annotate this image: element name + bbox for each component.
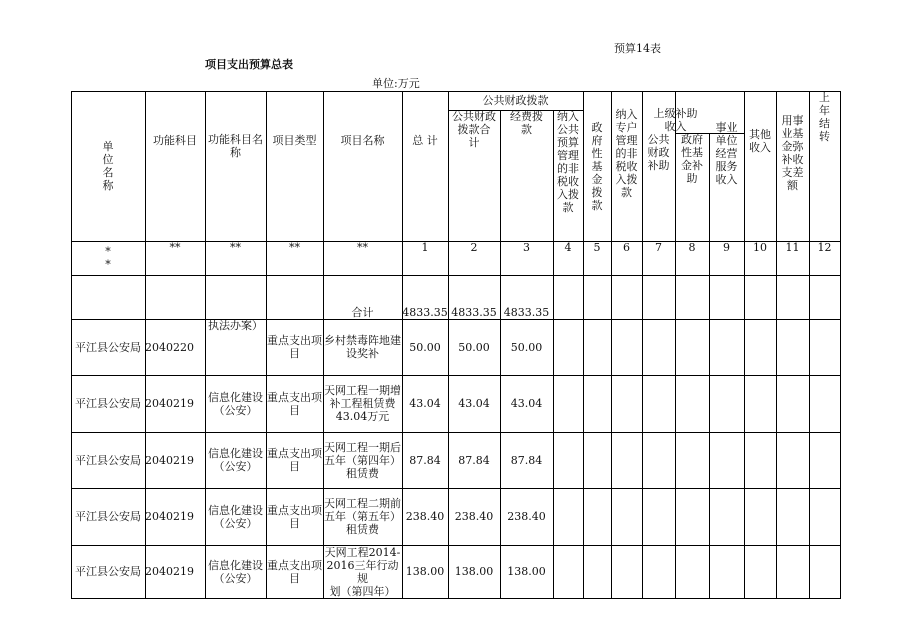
row-public-total: 87.84 (458, 453, 490, 467)
index-cell: 4 (564, 241, 572, 254)
header-public-finance-group: 公共财政拨款 (482, 94, 549, 107)
row-unit: 平江县公安局 (75, 397, 141, 410)
total-public-value: 4833.35 (451, 306, 497, 319)
header-previous-carryover: 上 年 结 转 (819, 91, 830, 143)
header-public-finance-total: 公共财政 拨款合 计 (452, 110, 496, 149)
row-unit: 平江县公安局 (75, 453, 141, 467)
row-function-name: 信息化建设 （公安） (208, 447, 263, 473)
row-project-name: 天网工程一期增 补工程租赁费 43.04万元 (324, 384, 401, 423)
row-funding: 50.00 (510, 340, 543, 354)
row-public-total: 138.00 (454, 565, 494, 578)
row-funding: 43.04 (510, 397, 543, 410)
row-project-name: 乡村禁毒阵地建 设奖补 (324, 334, 401, 360)
header-funding: 经费拨 款 (510, 110, 543, 136)
total-funding-value: 4833.35 (503, 306, 550, 319)
grid-vline (840, 91, 841, 599)
row-function-code: 2040219 (145, 453, 194, 467)
row-project-name: 天网工程2014- 2016三年行动规 划（第四年） (324, 545, 401, 598)
header-other-income: 其他 收入 (749, 127, 771, 154)
unit-label: 单位:万元 (372, 77, 420, 90)
header-special-nontax: 纳入 专户 管理 的非 税收 入拨 款 (615, 107, 638, 199)
row-function-name: 信息化建设 （公安） (208, 503, 263, 530)
index-cell: ** (230, 241, 241, 254)
row-total: 238.40 (405, 510, 445, 523)
index-cell: ** (289, 241, 300, 254)
sheet-number: 预算14表 (614, 42, 661, 55)
row-unit: 平江县公安局 (75, 340, 141, 354)
row-unit: 平江县公安局 (75, 510, 141, 523)
row-project-type: 重点支出项 目 (267, 390, 322, 417)
header-business-fund-fill: 用事 业基 金弥 补收 支差 额 (781, 114, 804, 192)
index-cell: ** (357, 241, 368, 254)
header-project-type: 项目类型 (272, 134, 317, 147)
row-total: 43.04 (409, 397, 441, 410)
header-nontax-budget: 纳入 公共 预算 管理 的非 税收 入拨 款 (557, 110, 579, 214)
row-public-total: 50.00 (458, 340, 490, 354)
index-cell: 10 (753, 241, 767, 254)
row-function-code: 2040219 (145, 397, 194, 410)
index-cell: * * (105, 245, 111, 271)
row-function-name: 信息化建设 （公安） (208, 390, 263, 417)
index-cell: 9 (723, 241, 730, 254)
row-total: 87.84 (409, 453, 441, 467)
row-function-code: 2040219 (145, 565, 194, 578)
index-cell: 1 (421, 241, 429, 254)
index-cell: 8 (688, 241, 696, 254)
row-function-code: 2040219 (145, 510, 194, 523)
index-cell: 12 (817, 241, 832, 254)
total-label: 合计 (351, 306, 374, 319)
row-project-name: 天网工程一期后 五年（第四年） 租赁费 (324, 440, 401, 480)
row-public-total: 43.04 (458, 397, 490, 410)
index-cell: ** (169, 241, 181, 254)
index-cell: 2 (470, 241, 478, 254)
row-function-code: 2040220 (145, 340, 194, 354)
row-project-type: 重点支出项 目 (267, 503, 322, 530)
header-total: 总 计 (412, 134, 438, 147)
table-title: 项目支出预算总表 (205, 58, 293, 71)
row-public-total: 238.40 (454, 510, 494, 523)
header-upper-gov-fund: 政府 性基 金补 助 (681, 133, 703, 185)
row-project-name: 天网工程二期前 五年（第五年） 租赁费 (324, 497, 401, 536)
row-project-type: 重点支出项 目 (267, 558, 322, 585)
row-unit: 平江县公安局 (75, 565, 141, 578)
header-unit-name: 单 位 名 称 (102, 140, 114, 192)
index-cell: 6 (623, 241, 630, 254)
index-cell: 3 (523, 241, 530, 254)
row-funding: 138.00 (507, 565, 546, 578)
index-cell: 5 (593, 241, 601, 254)
row-project-type: 重点支出项 目 (267, 447, 322, 473)
header-business-income: 事业 单位 经营 服务 收入 (715, 120, 738, 186)
header-function-code: 功能科目 (153, 134, 197, 147)
header-upper-public: 公共 财政 补助 (647, 133, 670, 172)
total-value: 4833.35 (402, 306, 448, 319)
row-project-type: 重点支出项 目 (267, 334, 322, 360)
index-cell: 11 (785, 241, 800, 254)
row-function-name: 信息化建设 （公安） (208, 558, 263, 585)
header-upper-subsidy-group: 上级补助 收入 (653, 107, 698, 133)
header-project-name: 项目名称 (340, 134, 385, 147)
header-gov-fund: 政 府 性 基 金 拨 款 (591, 120, 603, 212)
row-funding: 238.40 (507, 510, 546, 523)
row-function-name: 执法办案） (208, 319, 263, 332)
row-total: 138.00 (405, 565, 445, 578)
row-funding: 87.84 (510, 453, 543, 467)
header-function-name: 功能科目名 称 (208, 132, 263, 159)
grid-hline (71, 598, 841, 599)
row-total: 50.00 (409, 340, 441, 354)
index-cell: 7 (655, 241, 662, 254)
